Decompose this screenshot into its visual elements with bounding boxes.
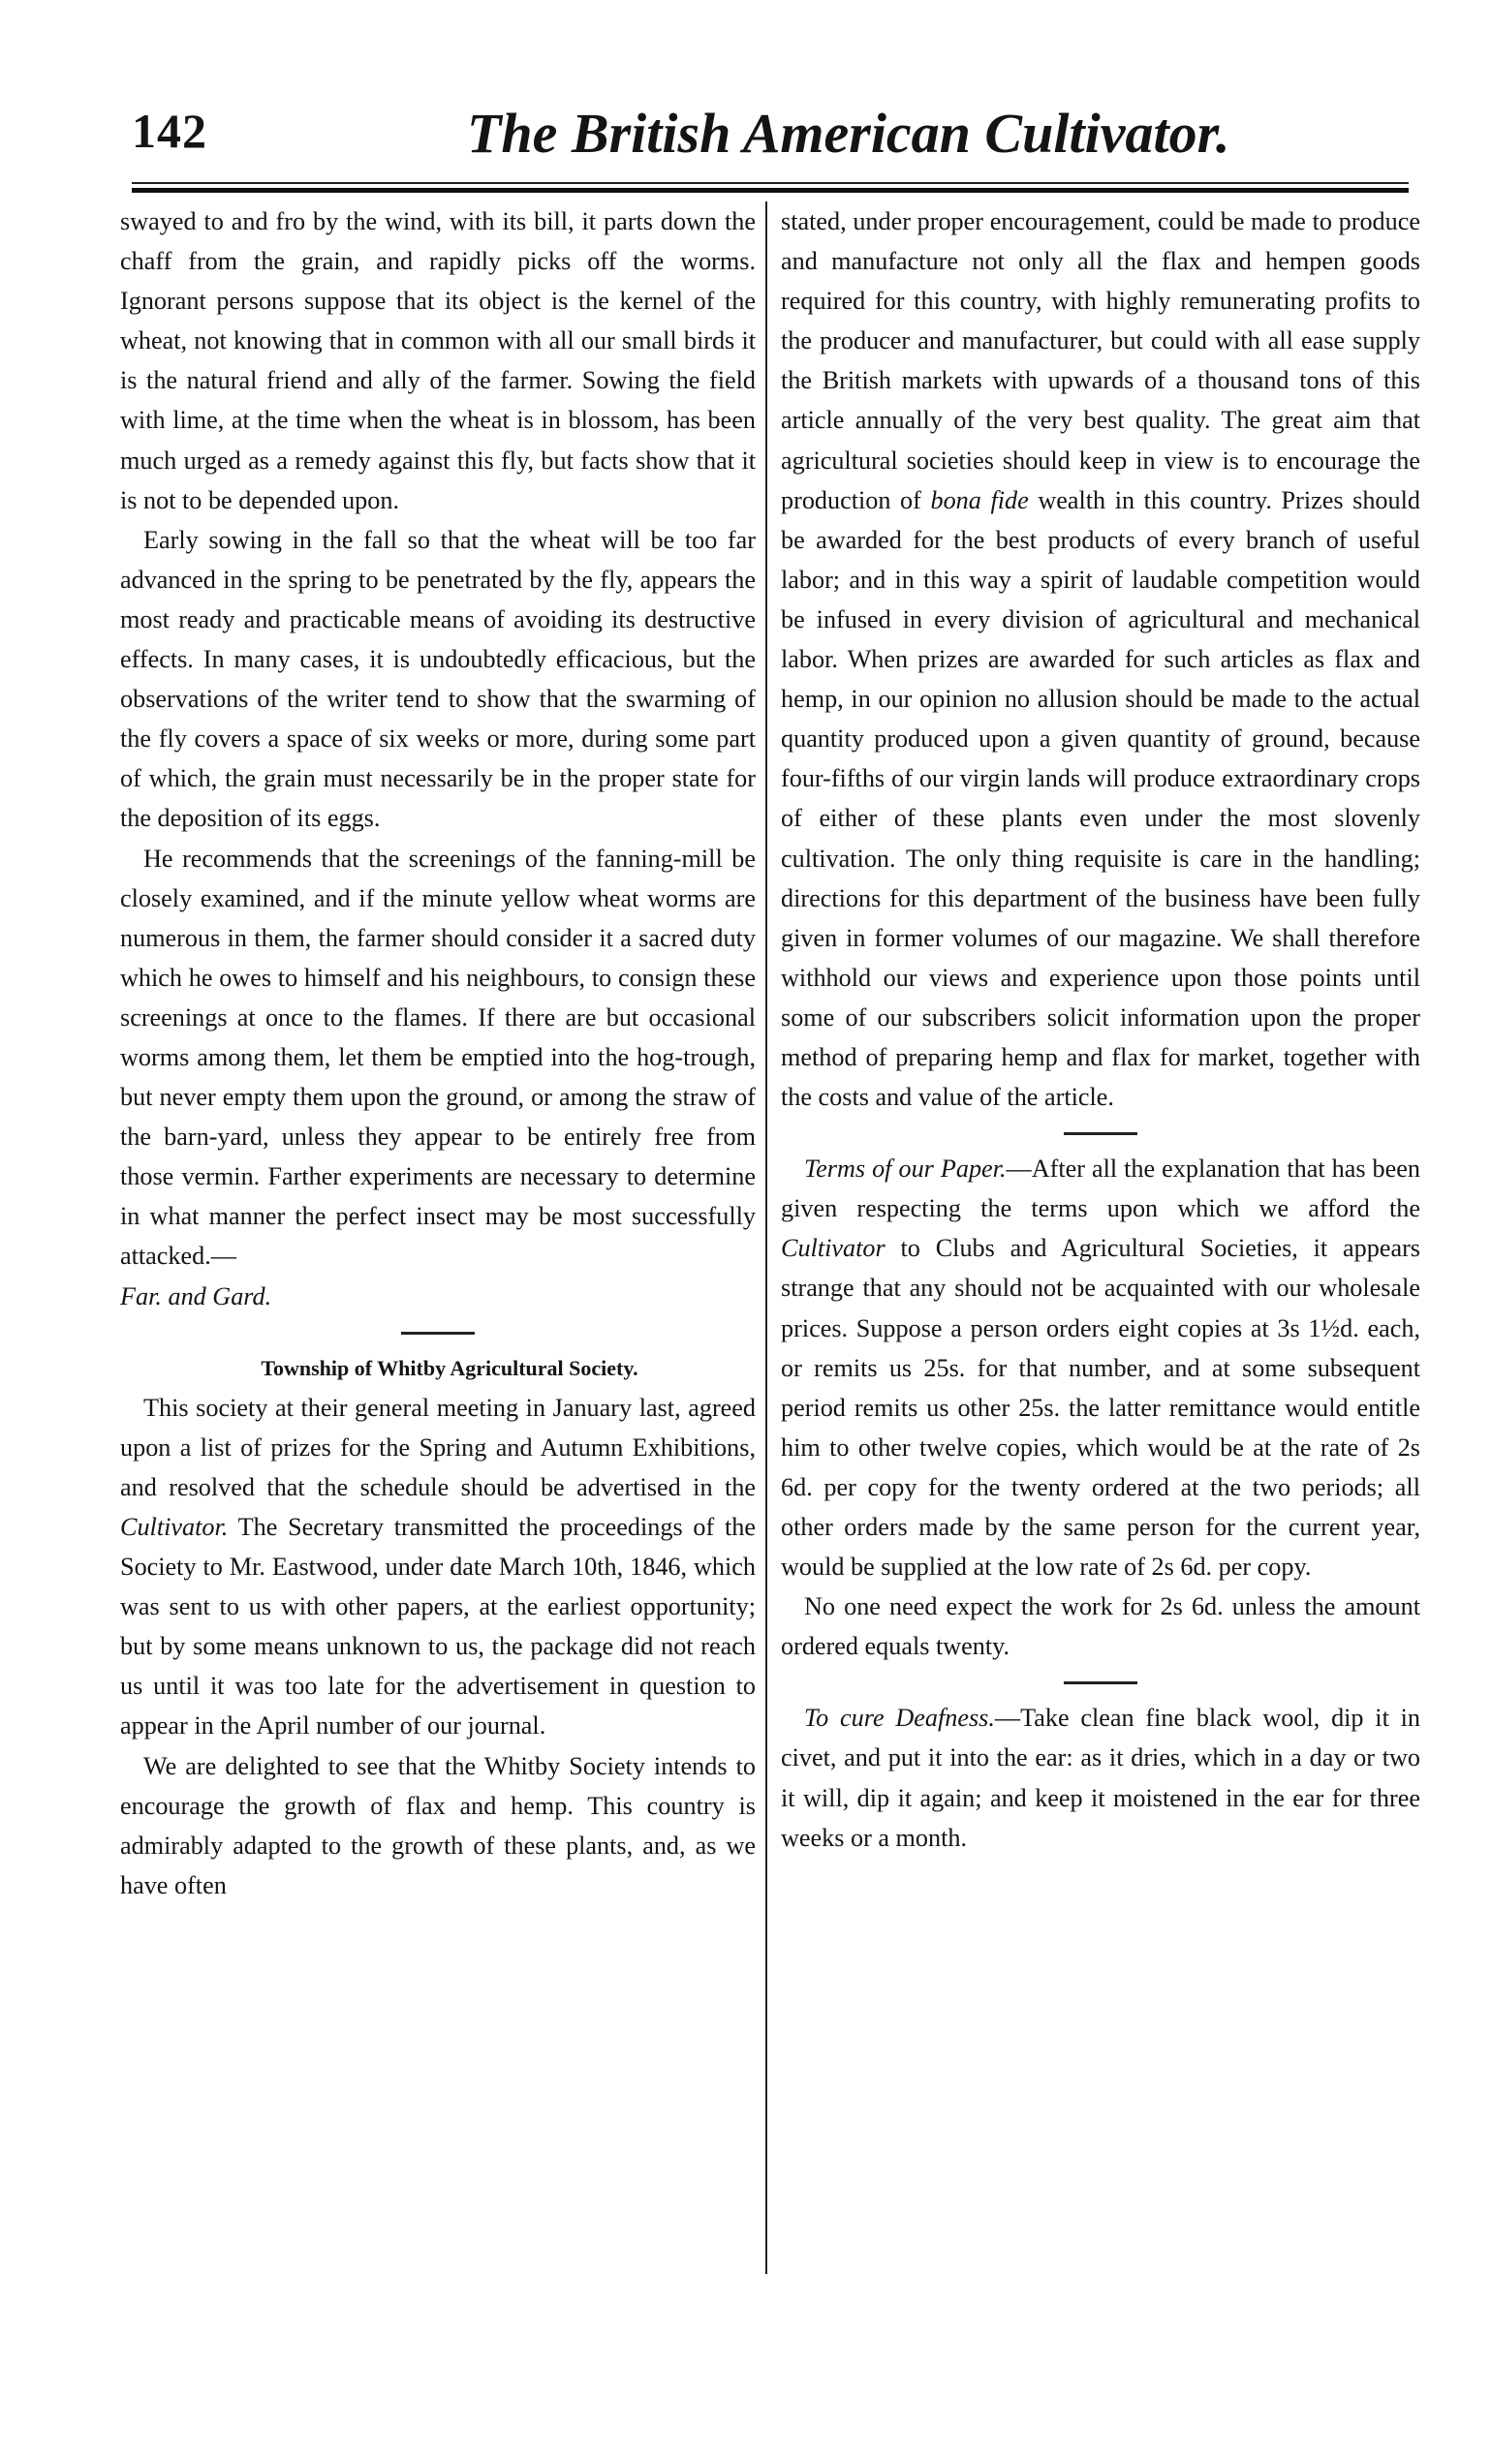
journal-name: Cultivator. xyxy=(120,1513,229,1541)
running-title: The British American Cultivator. xyxy=(467,102,1230,165)
right-column xyxy=(781,201,1420,1858)
paragraph-text: stated, under proper encouragement, could be made to produce and manufacture not only all the flax and hempen goods required for this country, with highly remunerating profits to the producer and manufacturer, but could with all ease supply the British markets with upwards of a thousand tons of this article annually of the very best quality. The great aim that agricultural societies should keep in view is to encourage the production of xyxy=(781,207,1420,514)
column-divider xyxy=(765,201,767,2274)
paragraph-text: to Clubs and Agricultural Societies, it appears strange that any should not be acquainted with our wholesale prices. Suppose a person orders eight copies at 3s 1½d. each, or remits us 25s. for that number, and at some subsequent period remits us other 25s. the latter remittance would entitle him to other twelve copies, which would be at the rate of 2s 6d. per copy for the twenty ordered at the two periods; all other orders made by the same person for the current year, would be supplied at the low rate of 2s 6d. per copy. xyxy=(781,1234,1420,1582)
left-paragraph-5: We are delighted to see that the Whitby Society intends to encourage the growth of flax and hemp. This country is admirably adapted to the growth of these plants, and, as we have often xyxy=(120,1751,756,1899)
right-paragraph-1 xyxy=(781,201,1420,1117)
header-rule-thick xyxy=(132,188,1409,193)
header-rule xyxy=(132,182,1409,184)
section-divider xyxy=(1064,1681,1137,1684)
section-divider xyxy=(1064,1132,1137,1135)
right-paragraph-2 xyxy=(781,1149,1420,1586)
journal-name: Cultivator xyxy=(781,1234,885,1263)
paragraph-text: wealth in this country. Prizes should be awarded for the best products of every branch of useful labor; and in this way a spirit of laudable competition would be infused in every division of agricultural and mechanical labor. When prizes are awarded for such articles as flax and hemp, in our opinion no allusion should be made to the actual quantity produced upon a given quantity of ground, because four-fifths of our virgin lands will produce extraordinary crops of either of these plants even under the most slovenly cultivation. The only thing requisite is care in the handling; directions for this department of the business have been fully given in former volumes of our magazine. We shall therefore withhold our views and experience upon those points until some of our subscribers solicit information upon the proper method of preparing hemp and flax for market, together with the costs and value of the article. xyxy=(781,485,1420,1112)
italic-phrase: bona fide xyxy=(930,485,1029,514)
paragraph-lead: To cure Deafness. xyxy=(804,1704,995,1733)
page-number: 142 xyxy=(132,104,207,158)
left-column xyxy=(120,201,756,1905)
section-divider xyxy=(401,1332,475,1335)
left-paragraph-1: swayed to and fro by the wind, with its bill, it parts down the chaff from the grain, and rapidly picks off the worms. Ignorant persons suppose that its object is the kernel of the wheat, not knowing that in common with all our small birds it is the natural friend and ally of the farmer. Sowing the field with lime, at the time when the wheat is in blossom, has been much urged as a remedy against this fly, but facts show that it is not to be depended upon. xyxy=(120,207,756,514)
left-paragraph-2: Early sowing in the fall so that the wheat will be too far advanced in the spring to be penetrated by the fly, appears the most ready and practicable means of avoiding its destructive effects. In many cases, it is undoubtedly efficacious, but the observations of the writer tend to show that the swarming of the fly covers a space of six weeks or more, during some part of which, the grain must necessarily be in the proper state for the deposition of its eggs. xyxy=(120,525,756,833)
paragraph-text: The Secretary transmitted the proceedings of the Society to Mr. Eastwood, under date March 10th, 1846, which was sent to us with other papers, at the earliest opportunity; but by some means unknown to us, the package did not reach us until it was too late for the advertisement in question to appear in the April number of our journal. xyxy=(120,1513,756,1740)
paragraph-text: He recommends that the screenings of the fanning-mill be closely examined, and if the minute yellow wheat worms are numerous in them, the farmer should consider it a sacred duty which he owes to himself and his neighbours, to consign these screenings at once to the flames. If there are but occasional worms among them, let them be emptied into the hog-trough, but never empty them upon the ground, or among the straw of the barn-yard, unless they appear to be entirely free from those vermin. Farther experiments are necessary to determine in what manner the perfect insect may be most successfully attacked.— xyxy=(120,844,756,1271)
paragraph-text: —After all the explanation that has been given respecting the terms upon which we afford the xyxy=(781,1155,1420,1223)
right-paragraph-4 xyxy=(781,1698,1420,1857)
left-paragraph-4 xyxy=(120,1388,756,1746)
source-citation: Far. and Gard. xyxy=(120,1281,272,1310)
paragraph-text: —Take clean fine black wool, dip it in civet, and put it into the ear: as it dries, which in a day or two it will, dip it again; and keep it moistened in the ear for three weeks or a month. xyxy=(781,1704,1420,1852)
right-paragraph-3: No one need expect the work for 2s 6d. unless the amount ordered equals twenty. xyxy=(781,1592,1420,1661)
paragraph-lead: Terms of our Paper. xyxy=(804,1155,1007,1184)
section-heading: Township of Whitby Agricultural Society. xyxy=(261,1355,638,1380)
left-paragraph-3 xyxy=(120,839,756,1316)
paragraph-text: This society at their general meeting in January last, agreed upon a list of prizes for the Spring and Autumn Exhibitions, and resolved that the schedule should be advertised in the xyxy=(120,1393,756,1501)
